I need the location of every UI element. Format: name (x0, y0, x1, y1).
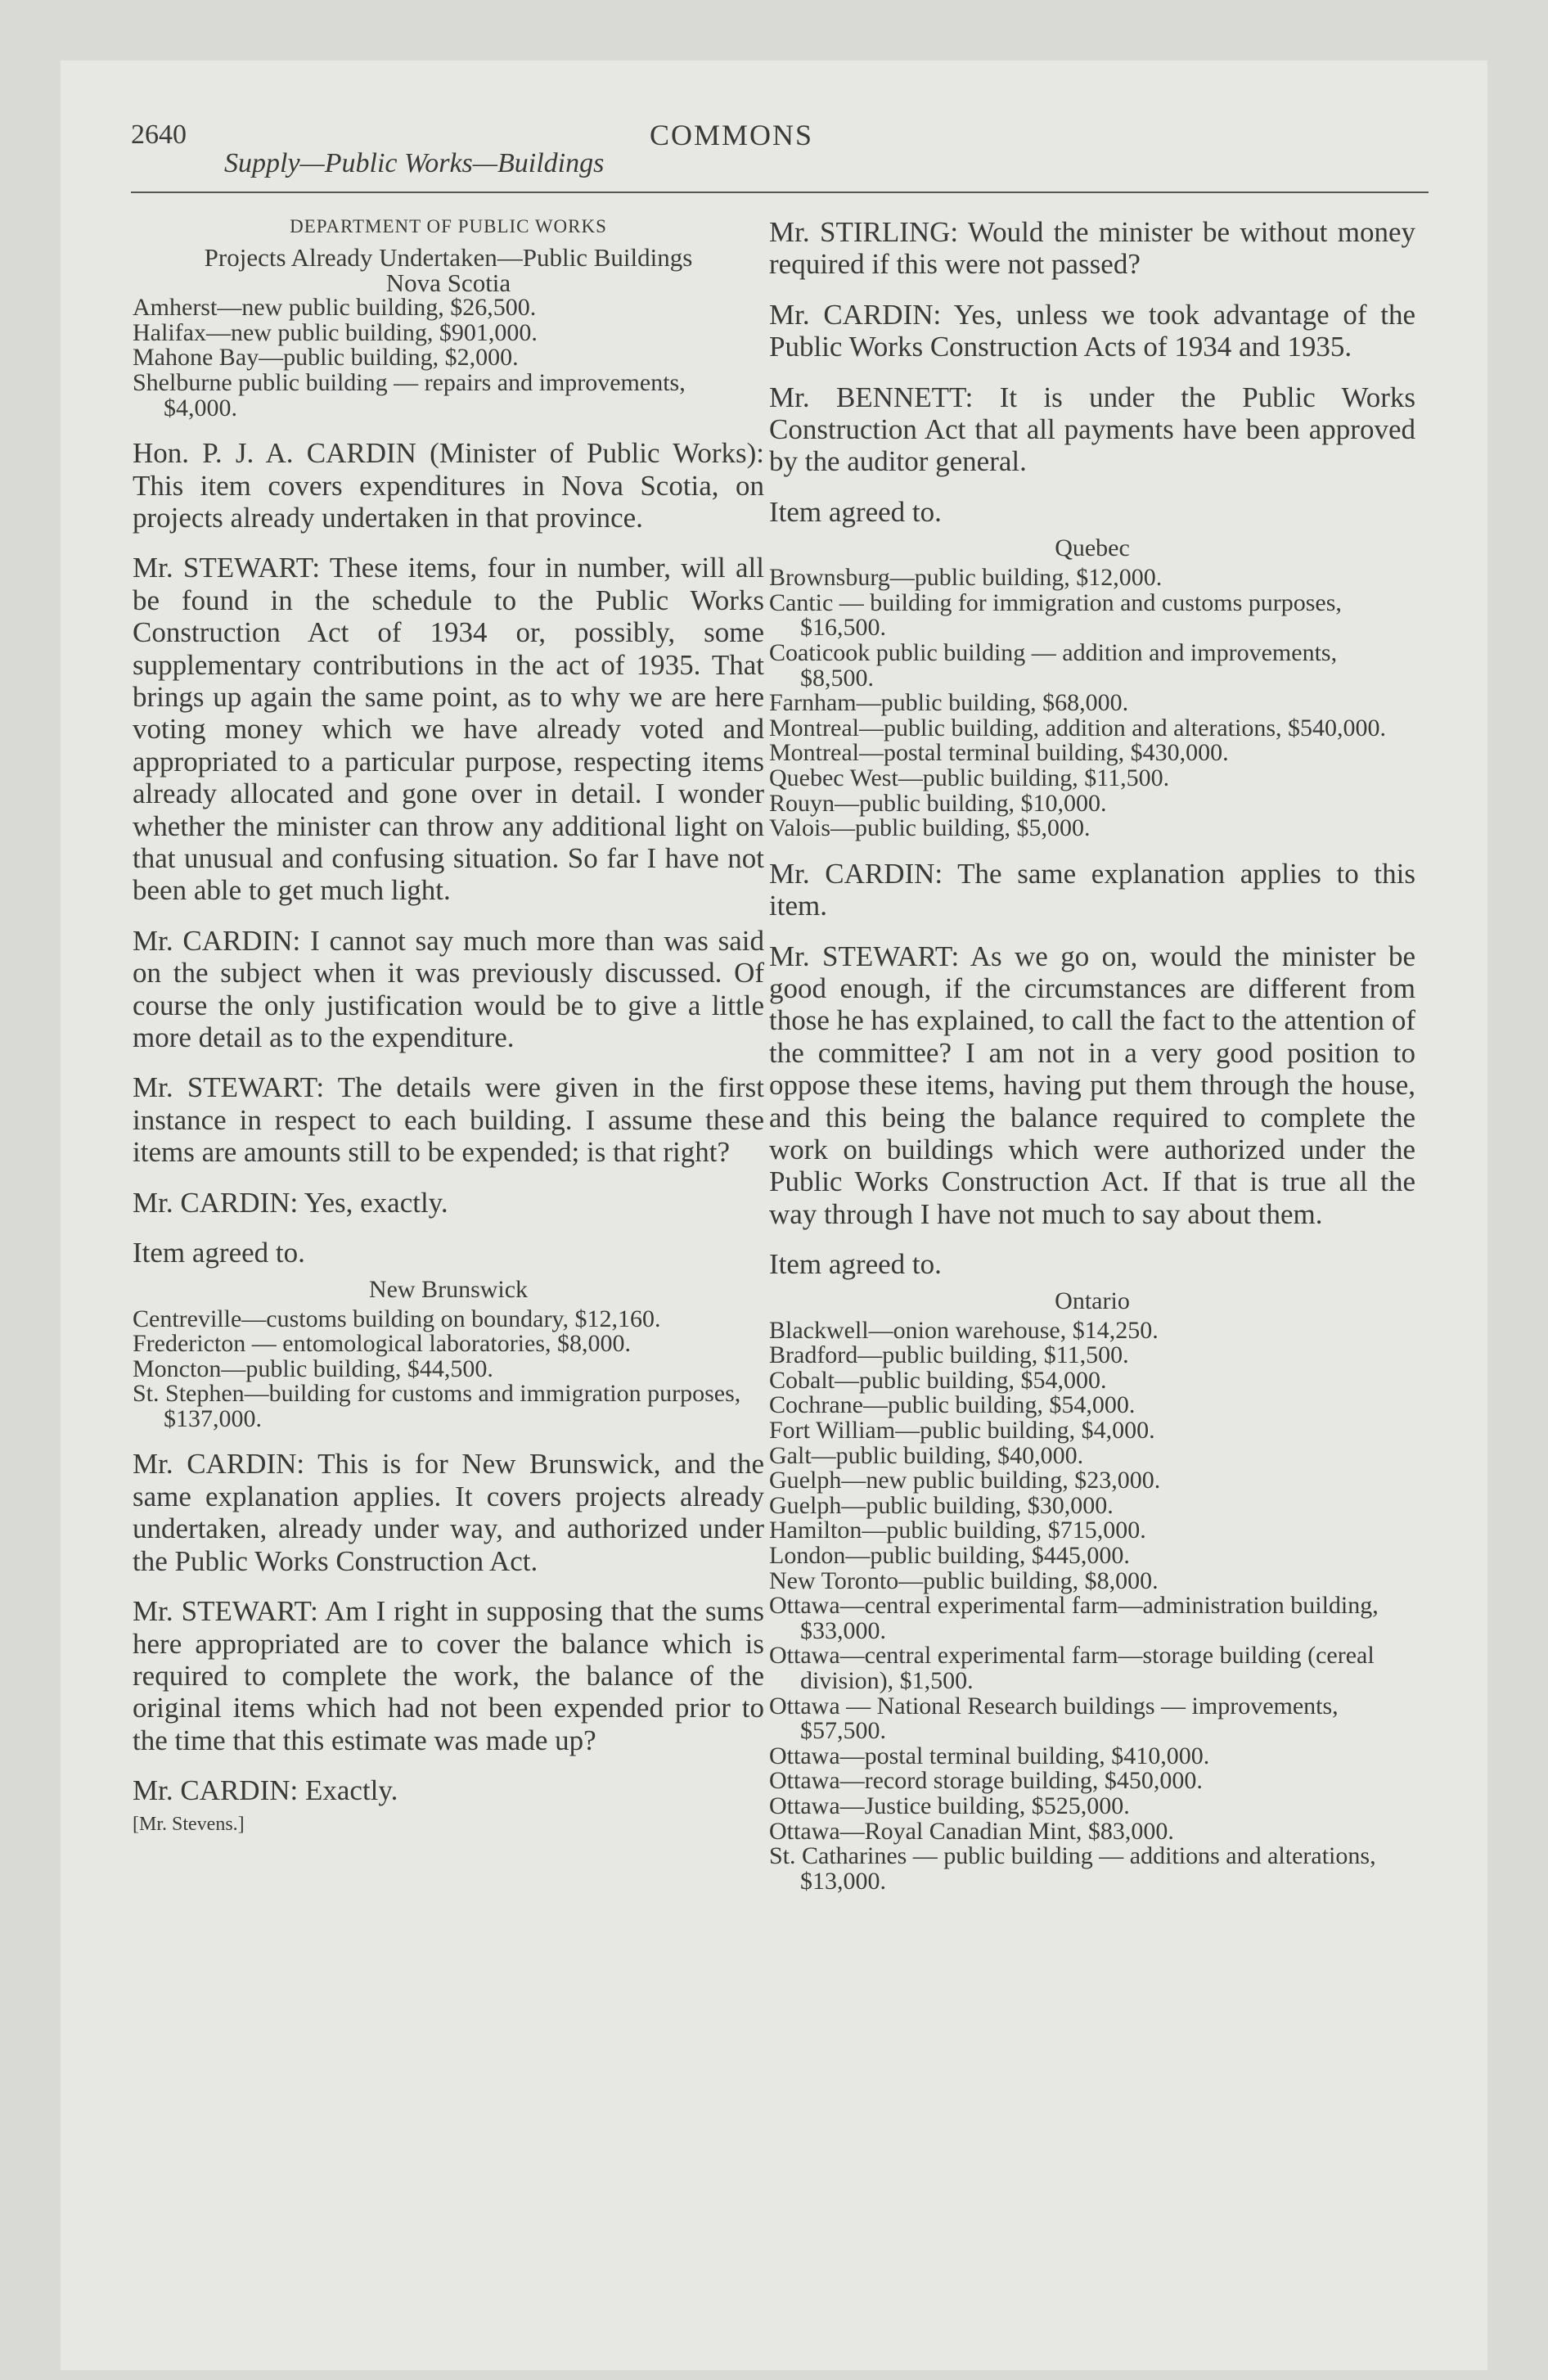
paragraph: Hon. P. J. A. CARDIN (Minister of Public Works): This item covers expenditures in Nova Scotia, on projects already undertaken in that province. (133, 437, 764, 534)
list-item: Guelph—new public building, $23,000. (769, 1467, 1161, 1494)
page-number: 2640 (131, 119, 187, 150)
paragraph: Mr. BENNETT: It is under the Public Works Construction Act that all payments have been approved by the auditor general. (769, 381, 1415, 478)
list-item: Ottawa—postal terminal building, $410,000. (769, 1742, 1210, 1769)
list-item: Rouyn—public building, $10,000. (769, 789, 1107, 817)
list-item: St. Stephen—building for customs and immigration purposes, $137,000. (133, 1380, 741, 1432)
section-heading-nova-scotia: Nova Scotia (385, 268, 511, 297)
list-item: Cobalt—public building, $54,000. (769, 1366, 1107, 1394)
paragraph: Item agreed to. (133, 1237, 305, 1269)
list-item: Ottawa—record storage building, $450,000. (769, 1767, 1203, 1795)
list-item: Coaticook public building — addition and improvements, $8,500. (769, 639, 1338, 692)
list-item: Amherst—new public building, $26,500. (133, 294, 537, 322)
paragraph: Mr. CARDIN: Yes, unless we took advantage of the Public Works Construction Acts of 1934 and 1935. (769, 298, 1415, 363)
dept-heading: DEPARTMENT OF PUBLIC WORKS (290, 216, 607, 237)
list-item: London—public building, $445,000. (769, 1542, 1130, 1569)
list-item: Quebec West—public building, $11,500. (769, 764, 1170, 791)
list-item: Centreville—customs building on boundary, $12,160. (133, 1305, 661, 1332)
list-item: Cochrane—public building, $54,000. (769, 1391, 1136, 1419)
list-item: St. Catharines — public building — additions and alterations, $13,000. (769, 1842, 1376, 1895)
list-item: Halifax—new public building, $901,000. (133, 318, 538, 346)
list-item: Blackwell—onion warehouse, $14,250. (769, 1316, 1159, 1344)
quebec-items (769, 566, 1415, 841)
list-item: Mahone Bay—public building, $2,000. (133, 344, 519, 372)
list-item: Fort William—public building, $4,000. (769, 1417, 1155, 1445)
list-item: Ottawa — National Research buildings — improvements, $57,500. (769, 1692, 1339, 1745)
section-heading-new-brunswick: New Brunswick (368, 1275, 529, 1303)
header-rule (131, 192, 1429, 193)
list-item: Hamilton—public building, $715,000. (769, 1517, 1146, 1544)
list-item: Moncton—public building, $44,500. (133, 1355, 493, 1382)
paragraph: Item agreed to. (769, 495, 942, 528)
list-item: Guelph—public building, $30,000. (769, 1491, 1114, 1519)
right-column (769, 216, 1415, 1910)
list-item: Farnham—public building, $68,000. (769, 689, 1129, 717)
paragraph: Mr. CARDIN: Yes, exactly. (133, 1186, 448, 1219)
paragraph: Mr. CARDIN: I cannot say much more than was said on the subject when it was previously discussed. Of course the only justification would be to give a little more detail as to the expenditure. (133, 924, 764, 1054)
list-item: Galt—public building, $40,000. (769, 1441, 1084, 1469)
footer-note: [Mr. Stevens.] (133, 1813, 245, 1835)
paragraph: Mr. CARDIN: Exactly. (133, 1774, 398, 1807)
paragraph: Mr. STIRLING: Would the minister be without money required if this were not passed? (769, 216, 1415, 281)
list-item: New Toronto—public building, $8,000. (769, 1566, 1159, 1594)
list-item: Bradford—public building, $11,500. (769, 1341, 1129, 1369)
list-item: Shelburne public building — repairs and improvements, $4,000. (133, 368, 686, 421)
projects-heading: Projects Already Undertaken—Public Buildings (204, 243, 693, 272)
list-item: Valois—public building, $5,000. (769, 814, 1091, 842)
paragraph: Mr. STEWART: The details were given in the first instance in respect to each building. I assume these items are amounts still to be expended; is that right? (133, 1071, 764, 1169)
page (61, 61, 1487, 2370)
paragraph: Mr. CARDIN: The same explanation applies to this item. (769, 857, 1415, 922)
nova-scotia-items (133, 295, 764, 421)
paragraph: Mr. STEWART: These items, four in number, will all be found in the schedule to the Public Works Construction Act of 1934 or, possibly, some supplementary contributions in the act of 1935. That brings up again the same point, as to why we are here voting money which we have already voted and appropriated to a particular purpose, respecting items already allocated and gone over in detail. I wonder whether the minister can throw any additional light on that unusual and confusing situation. So far I have not been able to get much light. (133, 552, 764, 907)
ontario-items (769, 1318, 1415, 1895)
list-item: Ottawa—central experimental farm—administration building, $33,000. (769, 1592, 1379, 1644)
new-brunswick-items (133, 1307, 764, 1432)
page-title: COMMONS (650, 119, 814, 151)
left-column (133, 216, 764, 1836)
section-heading-ontario: Ontario (1055, 1287, 1130, 1314)
list-item: Cantic — building for immigration and customs purposes, $16,500. (769, 588, 1342, 642)
list-item: Ottawa—central experimental farm—storage building (cereal division), $1,500. (769, 1642, 1375, 1694)
list-item: Montreal—public building, addition and alterations, $540,000. (769, 714, 1387, 741)
list-item: Ottawa—Royal Canadian Mint, $83,000. (769, 1817, 1174, 1845)
paragraph: Item agreed to. (769, 1248, 942, 1281)
paragraph: Mr. CARDIN: This is for New Brunswick, and the same explanation applies. It covers projects already undertaken, already under way, and authorized under the Public Works Construction Act. (133, 1448, 764, 1577)
list-item: Brownsburg—public building, $12,000. (769, 564, 1163, 592)
paragraph: Mr. STEWART: Am I right in supposing that the sums here appropriated are to cover the balance which is required to complete the work, the balance of the original items which had not been expended prior to the time that this estimate was made up? (133, 1595, 764, 1756)
section-heading-quebec: Quebec (1055, 534, 1130, 562)
paragraph: Mr. STEWART: As we go on, would the minister be good enough, if the circumstances are different from those he has explained, to call the fact to the attention of the committee? I am not in a very good position to oppose these items, having put them through the house, and this being the balance required to complete the work on buildings which were authorized under the Public Works Construction Act. If that is true all the way through I have not much to say about them. (769, 940, 1415, 1230)
page-subtitle: Supply—Public Works—Buildings (224, 148, 605, 178)
list-item: Montreal—postal terminal building, $430,000. (769, 739, 1229, 767)
list-item: Ottawa—Justice building, $525,000. (769, 1792, 1130, 1819)
list-item: Fredericton — entomological laboratories, $8,000. (133, 1330, 632, 1358)
